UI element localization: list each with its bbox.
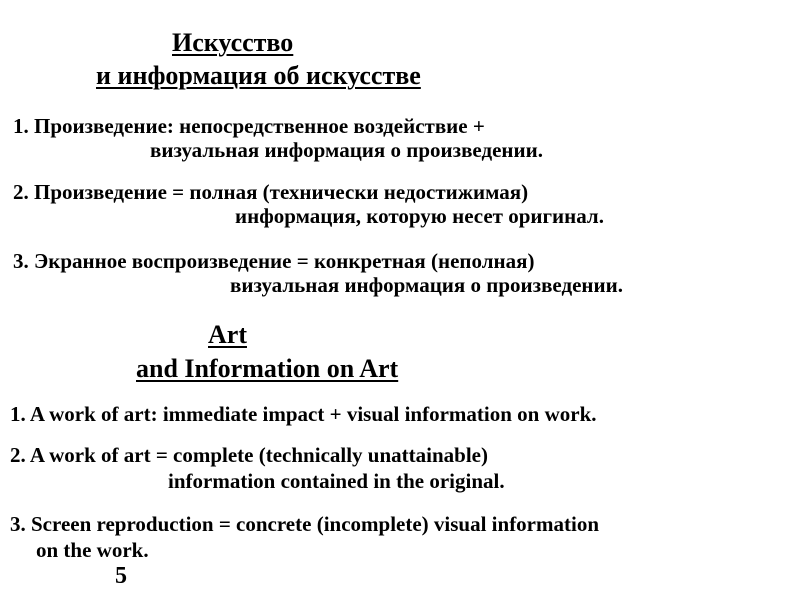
ru-item-3-line2: визуальная информация о произведении. bbox=[230, 273, 623, 297]
en-title-line1: Art bbox=[208, 320, 247, 349]
ru-title-line2: и информация об искусстве bbox=[96, 61, 421, 90]
ru-title-line1: Искусство bbox=[172, 28, 294, 57]
ru-item-2-line2: информация, которую несет оригинал. bbox=[235, 204, 604, 228]
ru-item-2-line1: 2. Произведение = полная (технически недостижимая) bbox=[13, 180, 529, 204]
en-item-3-line2: on the work. bbox=[36, 538, 149, 562]
page-number: 5 bbox=[115, 563, 127, 589]
en-item-3-line1: 3. Screen reproduction = concrete (incomplete) visual information bbox=[10, 512, 600, 536]
en-item-1-line1: 1. A work of art: immediate impact + visual information on work. bbox=[10, 402, 597, 426]
ru-item-3-line1: 3. Экранное воспроизведение = конкретная (неполная) bbox=[13, 249, 535, 273]
en-item-2-line2: information contained in the original. bbox=[168, 469, 505, 493]
ru-item-1-line1: 1. Произведение: непосредственное воздействие + bbox=[13, 114, 485, 138]
en-title-line2: and Information on Art bbox=[136, 354, 399, 383]
ru-item-1-line2: визуальная информация о произведении. bbox=[150, 138, 543, 162]
en-item-2-line1: 2. A work of art = complete (technically unattainable) bbox=[10, 443, 488, 467]
